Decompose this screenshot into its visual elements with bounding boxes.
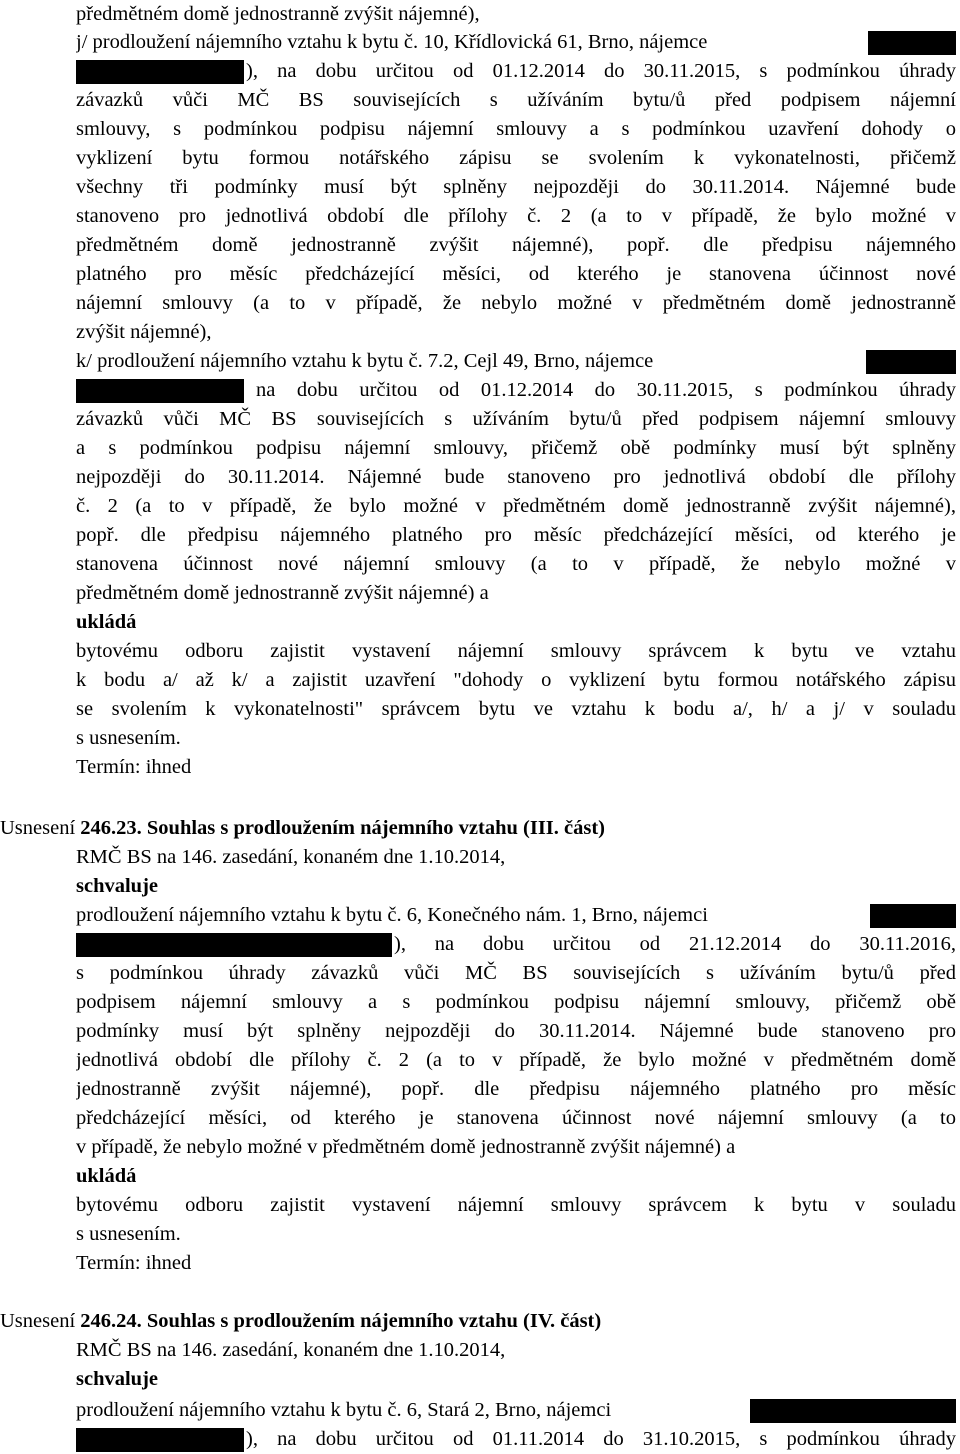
text-line: podmínky musí být splněny nejpozději do 30.11.2014. Nájemné bude stanoveno pro <box>76 1020 956 1042</box>
redaction-box <box>870 904 956 928</box>
deadline: Termín: ihned <box>76 1252 192 1274</box>
text-line: se svolením k vykonatelnosti" správcem bytu ve vztahu k bodu a/, h/ a j/ v souladu <box>76 698 956 720</box>
resolution-title: 246.24. Souhlas s prodloužením nájemního vztahu (IV. část) <box>80 1310 602 1332</box>
redaction-box <box>750 1399 956 1423</box>
text-line: bytovému odboru zajistit vystavení nájemní smlouvy správcem k bytu v souladu <box>76 1194 956 1216</box>
resolution-heading <box>0 1307 601 1336</box>
text-line: č. 2 (a to v případě, že bylo možné v předmětném domě jednostranně zvýšit nájemné), <box>76 495 956 517</box>
text-line: všechny tři podmínky musí být splněny nejpozději do 30.11.2014. Nájemné bude <box>76 176 956 198</box>
resolution-prefix: Usnesení <box>0 817 81 839</box>
text-line: ), na dobu určitou od 01.11.2014 do 31.10.2015, s podmínkou úhrady <box>246 1428 956 1450</box>
deadline: Termín: ihned <box>76 756 192 778</box>
resolution-heading <box>0 814 605 843</box>
text-line: předmětném domě jednostranně zvýšit nájemné), <box>76 3 480 25</box>
text-line: a s podmínkou podpisu nájemní smlouvy, přičemž obě podmínky musí být splněny <box>76 437 956 459</box>
text-line: j/ prodloužení nájemního vztahu k bytu č. 10, Křídlovická 61, Brno, nájemce <box>76 31 708 53</box>
text-line: prodloužení nájemního vztahu k bytu č. 6, Stará 2, Brno, nájemci <box>76 1399 612 1421</box>
text-line: předmětném domě jednostranně zvýšit nájemné) a <box>76 582 489 604</box>
text-line: popř. dle předpisu nájemného platného pro měsíc předcházející měsíci, od kterého je <box>76 524 956 546</box>
schv-heading: schvaluje <box>76 1368 158 1390</box>
text-line: platného pro měsíc předcházející měsíci, od kterého je stanovena účinnost nové <box>76 263 956 285</box>
session-line: RMČ BS na 146. zasedání, konaném dne 1.10.2014, <box>76 846 506 868</box>
ukl-heading: ukládá <box>76 611 137 633</box>
schv-heading: schvaluje <box>76 875 158 897</box>
redaction-box <box>76 1428 244 1452</box>
session-line: RMČ BS na 146. zasedání, konaném dne 1.10.2014, <box>76 1339 506 1361</box>
text-line: ), na dobu určitou od 21.12.2014 do 30.11.2016, <box>394 933 956 955</box>
redaction-box <box>868 31 956 55</box>
resolution-prefix: Usnesení <box>0 1310 81 1332</box>
text-line: nájemní smlouvy (a to v případě, že nebylo možné v předmětném domě jednostranně <box>76 292 956 314</box>
text-line: podpisem nájemní smlouvy a s podmínkou podpisu nájemní smlouvy, přičemž obě <box>76 991 956 1013</box>
text-line: zvýšit nájemné), <box>76 321 212 343</box>
ukl-heading: ukládá <box>76 1165 137 1187</box>
text-line: s podmínkou úhrady závazků vůči MČ BS souvisejících s užíváním bytu/ů před <box>76 962 956 984</box>
redaction-box <box>76 379 244 403</box>
text-line: vyklizení bytu formou notářského zápisu se svolením k vykonatelnosti, přičemž <box>76 147 956 169</box>
text-line: jednotlivá období dle přílohy č. 2 (a to v případě, že bylo možné v předmětném domě <box>76 1049 956 1071</box>
text-line: s usnesením. <box>76 727 181 749</box>
text-line: bytovému odboru zajistit vystavení nájemní smlouvy správcem k bytu ve vztahu <box>76 640 956 662</box>
text-line: s usnesením. <box>76 1223 181 1245</box>
redaction-box <box>866 350 956 374</box>
text-line: předmětném domě jednostranně zvýšit nájemné), popř. dle předpisu nájemného <box>76 234 956 256</box>
text-line: smlouvy, s podmínkou podpisu nájemní smlouvy a s podmínkou uzavření dohody o <box>76 118 956 140</box>
text-line: závazků vůči MČ BS souvisejících s užíváním bytu/ů před podpisem nájemní smlouvy <box>76 408 956 430</box>
text-line: k bodu a/ až k/ a zajistit uzavření "dohody o vyklizení bytu formou notářského zápisu <box>76 669 956 691</box>
text-line: předcházející měsíci, od kterého je stanovena účinnost nové nájemní smlouvy (a to <box>76 1107 956 1129</box>
text-line: v případě, že nebylo možné v předmětném domě jednostranně zvýšit nájemné) a <box>76 1136 736 1158</box>
text-line: nejpozději do 30.11.2014. Nájemné bude stanoveno pro jednotlivá období dle přílohy <box>76 466 956 488</box>
text-line: závazků vůči MČ BS souvisejících s užíváním bytu/ů před podpisem nájemní <box>76 89 956 111</box>
resolution-title: 246.23. Souhlas s prodloužením nájemního vztahu (III. část) <box>80 817 606 839</box>
text-line: k/ prodloužení nájemního vztahu k bytu č. 7.2, Cejl 49, Brno, nájemce <box>76 350 654 372</box>
text-line: prodloužení nájemního vztahu k bytu č. 6, Konečného nám. 1, Brno, nájemci <box>76 904 708 926</box>
redaction-box <box>76 60 244 84</box>
text-line: stanovena účinnost nové nájemní smlouvy (a to v případě, že nebylo možné v <box>76 553 956 575</box>
text-line: ), na dobu určitou od 01.12.2014 do 30.11.2015, s podmínkou úhrady <box>246 60 956 82</box>
redaction-box <box>76 933 392 957</box>
text-line: jednostranně zvýšit nájemné), popř. dle předpisu nájemného platného pro měsíc <box>76 1078 956 1100</box>
text-line: na dobu určitou od 01.12.2014 do 30.11.2015, s podmínkou úhrady <box>256 379 956 401</box>
text-line: stanoveno pro jednotlivá období dle přílohy č. 2 (a to v případě, že bylo možné v <box>76 205 956 227</box>
